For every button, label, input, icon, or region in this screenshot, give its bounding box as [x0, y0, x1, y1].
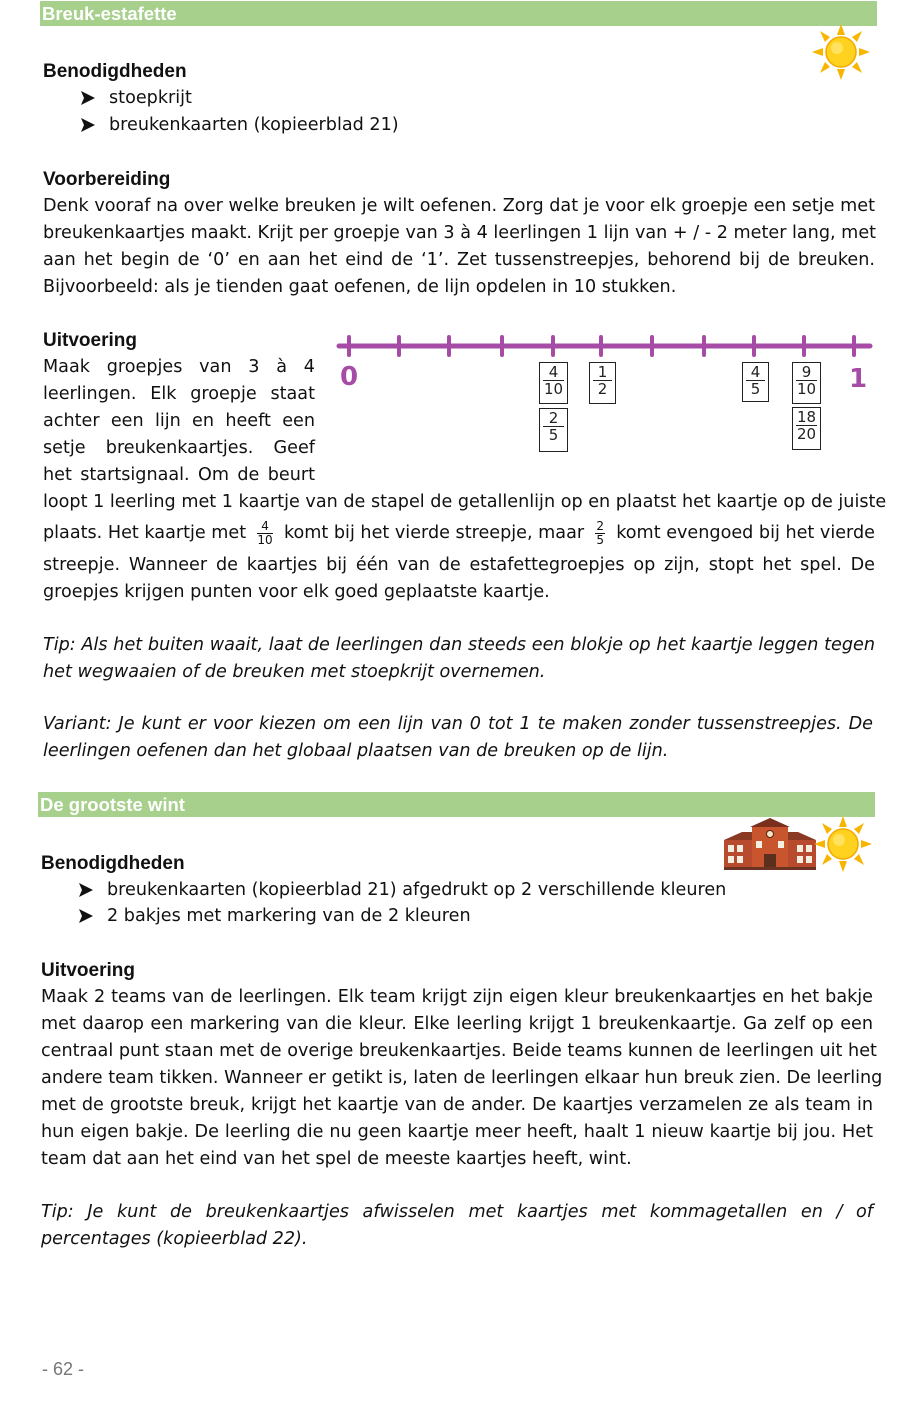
tip-line: het wegwaaien of de breuken met stoepkrijt overnemen. — [43, 662, 546, 682]
list-item: breukenkaarten (kopieerblad 21) — [80, 112, 399, 139]
paragraph-line: streepje. Wanneer de kaartjes bij één van de estafettegroepjes op zijn, stopt het spel. De — [43, 555, 875, 575]
paragraph-line: Maak groepjes van 3 à 4 — [43, 357, 315, 377]
paragraph-line: hun eigen bakje. De leerling die nu geen kaartje meer heeft, haalt 1 nieuw kaartje bij jou. Het — [41, 1122, 873, 1142]
page-number: - 62 - — [42, 1359, 85, 1379]
list-item: stoepkrijt — [80, 85, 192, 112]
arrowhead-bullet-icon — [78, 908, 94, 924]
fraction-card: 1 2 — [589, 362, 616, 404]
paragraph-line: leerlingen. Elk groepje staat — [43, 384, 315, 404]
number-line-end-label: 1 — [849, 364, 868, 394]
arrowhead-bullet-icon — [80, 117, 96, 133]
variant-line: leerlingen oefenen dan het globaal plaatsen van de breuken op de lijn. — [43, 741, 669, 761]
paragraph-line: aan het begin de ‘0’ en aan het eind de ‘1’. Zet tussenstreepjes, behorend bij de breuken. — [43, 250, 875, 270]
list-item: 2 bakjes met markering van de 2 kleuren — [78, 903, 471, 930]
benodigdheden-heading: Benodigdheden — [41, 853, 185, 874]
paragraph-line: groepjes krijgen punten voor elk goed geplaatste kaartje. — [43, 582, 550, 602]
section-title: De grootste wint — [40, 794, 185, 815]
fraction-card: 18 20 — [792, 407, 821, 450]
sun-icon — [812, 24, 870, 80]
uitvoering-heading: Uitvoering — [41, 960, 135, 981]
paragraph-line: breukenkaartjes maakt. Krijt per groepje van 3 à 4 leerlingen 1 lijn van + / - 2 meter lang, met — [43, 223, 877, 243]
paragraph-line: met de grootste breuk, krijgt het kaartje van de ander. De kaartjes verzamelen ze als team in — [41, 1095, 873, 1115]
paragraph-line: achter een lijn en heeft een — [43, 411, 315, 431]
paragraph-line: setje breukenkaartjes. Geef — [43, 438, 315, 458]
inline-fraction: $\frac{2}{5}$ — [596, 518, 604, 547]
paragraph-line: Denk vooraf na over welke breuken je wilt oefenen. Zorg dat je voor elk groepje een setje met — [43, 196, 875, 216]
paragraph-line: loopt 1 leerling met 1 kaartje van de stapel de getallenlijn op en plaatst het kaartje op de juiste — [43, 492, 887, 512]
arrowhead-bullet-icon — [78, 882, 94, 898]
uitvoering-heading: Uitvoering — [43, 330, 137, 351]
section-title-bar — [38, 792, 875, 817]
tip-line: Tip: Als het buiten waait, laat de leerlingen dan steeds een blokje op het kaartje leggen tegen — [43, 635, 875, 655]
inline-fraction: $\frac{4}{10}$ — [257, 518, 273, 547]
paragraph-line: Maak 2 teams van de leerlingen. Elk team krijgt zijn eigen kleur breukenkaartjes en het bakje — [41, 987, 873, 1007]
variant-line: Variant: Je kunt er voor kiezen om een lijn van 0 tot 1 te maken zonder tussenstreepjes. De — [43, 714, 873, 734]
section-title-bar — [40, 1, 877, 26]
paragraph-line: het startsignaal. Om de beurt — [43, 465, 315, 485]
list-item: breukenkaarten (kopieerblad 21) afgedrukt op 2 verschillende kleuren — [78, 877, 726, 904]
benodigdheden-heading: Benodigdheden — [43, 61, 187, 82]
fraction-card: 4 5 — [742, 362, 769, 402]
voorbereiding-heading: Voorbereiding — [43, 169, 171, 190]
arrowhead-bullet-icon — [80, 90, 96, 106]
tip-line: percentages (kopieerblad 22). — [41, 1229, 308, 1249]
paragraph-line: plaats. Het kaartje met $\frac{4}{10}$ komt bij het vierde streepje, maar $\frac{2}{5}$ komt evengoed bij het vierde — [43, 518, 875, 547]
paragraph-line: andere team tikken. Wanneer er getikt is, laten de leerlingen elkaar hun breuk zien. De leerling — [41, 1068, 883, 1088]
tip-line: Tip: Je kunt de breukenkaartjes afwisselen met kaartjes met kommagetallen en / of — [41, 1202, 873, 1222]
section-title: Breuk-estafette — [42, 3, 177, 24]
sun-icon — [814, 816, 872, 872]
fraction-card: 4 10 — [539, 362, 568, 404]
paragraph-line: met daarop een markering van die kleur. Elke leerling krijgt 1 breukenkaartje. Ga zelf op een — [41, 1014, 873, 1034]
paragraph-line: centraal punt staan met de overige breukenkaartjes. Beide teams kunnen de leerlingen uit het — [41, 1041, 877, 1061]
fraction-card: 2 5 — [539, 408, 568, 452]
fraction-card: 9 10 — [792, 362, 821, 404]
number-line-start-label: 0 — [340, 362, 359, 392]
school-icon — [724, 818, 816, 870]
paragraph-line: team dat aan het eind van het spel de meeste kaartjes heeft, wint. — [41, 1149, 632, 1169]
paragraph-line: Bijvoorbeeld: als je tienden gaat oefenen, de lijn opdelen in 10 stukken. — [43, 277, 677, 297]
